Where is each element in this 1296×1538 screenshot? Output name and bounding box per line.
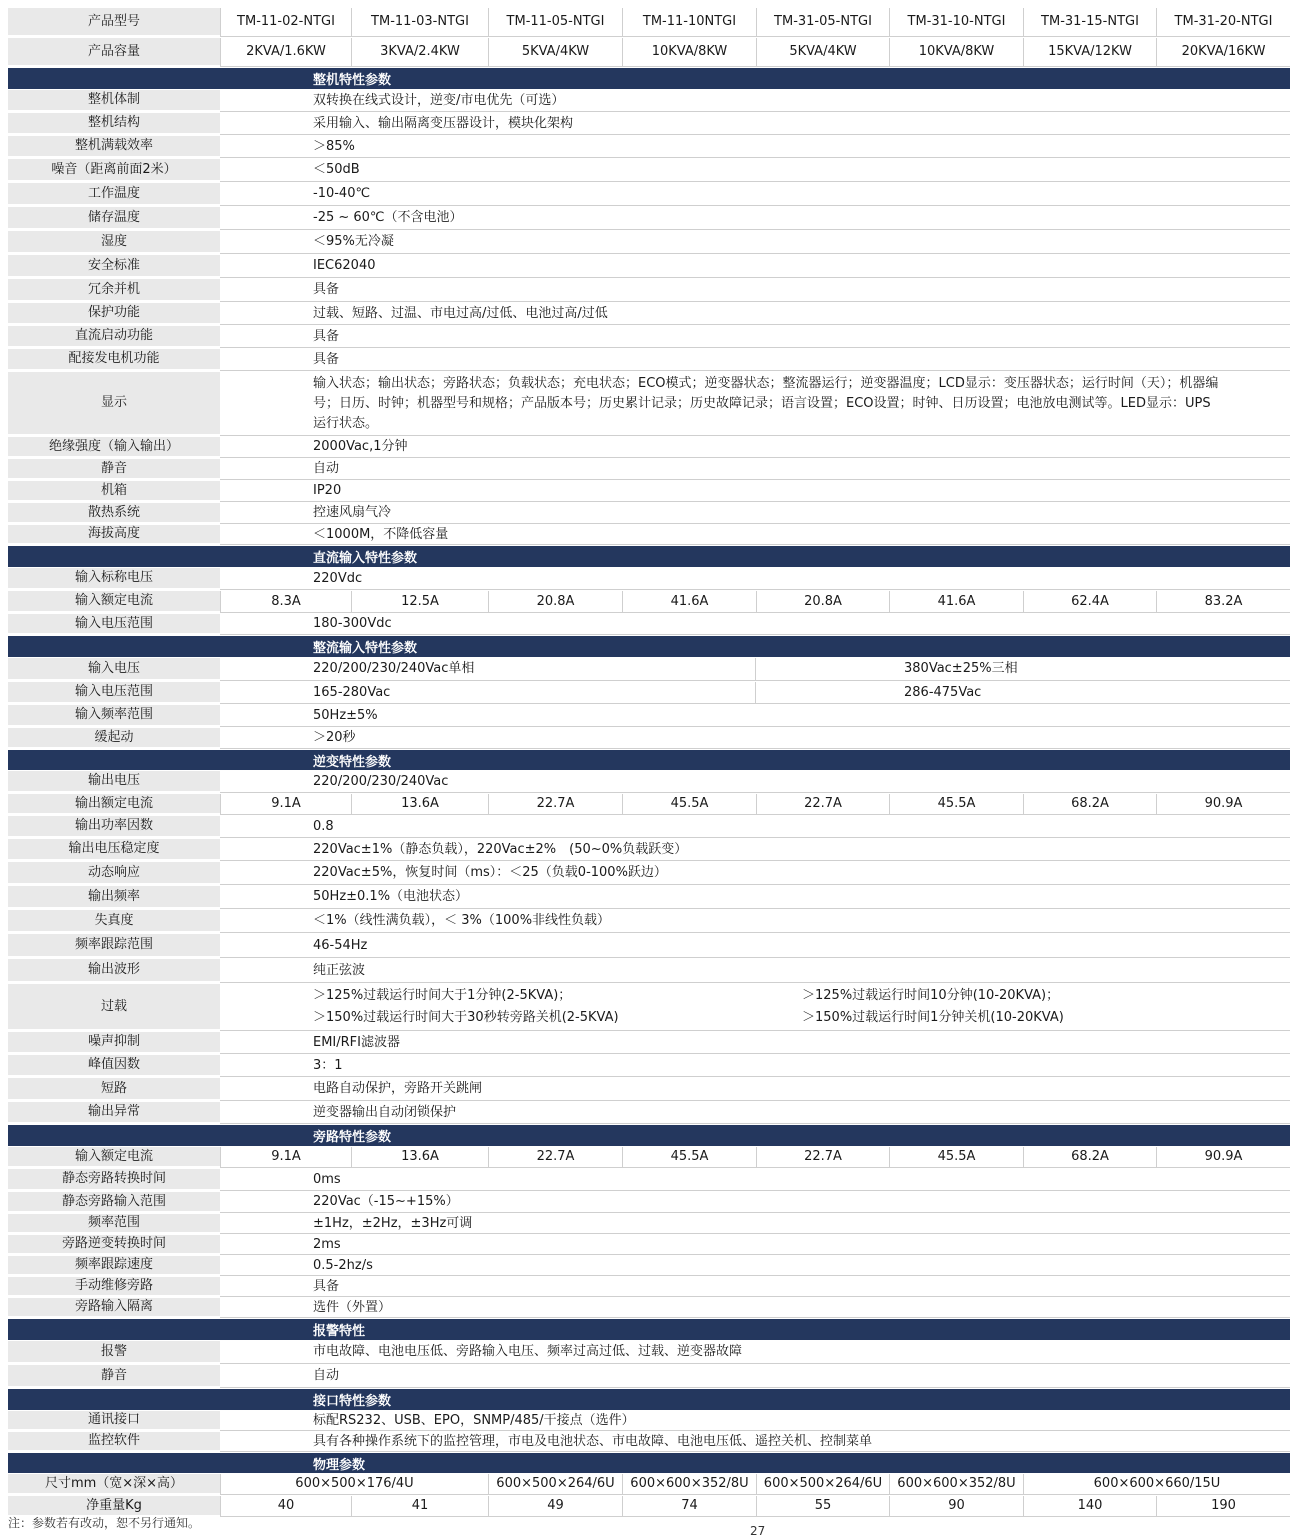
spec-row [8,728,1290,749]
row-value: 具有各种操作系统下的监控管理，市电及电池状态、市电故障、电池电压低、遥控关机、控制菜单 [220,1432,1290,1452]
model-cell: TM-11-02-NTGI [220,8,351,37]
spec-row [8,1032,1290,1054]
row-value: 68.2A [1023,794,1156,815]
spec-row [8,1078,1290,1101]
row-value: 22.7A [488,794,622,815]
row-value: ＞85% [220,136,1290,158]
row-label: 散热系统 [8,503,220,524]
spec-row [8,705,1290,727]
row-value: 140 [1023,1496,1156,1517]
row-label: 报警 [8,1341,220,1364]
section-header [8,1125,1290,1146]
spec-row [8,481,1290,502]
row-value: 600×500×264/6U [756,1474,889,1495]
spec-row [8,231,1290,254]
row-value: 0.8 [220,816,1290,838]
spec-row [8,437,1290,458]
spec-row [8,839,1290,861]
section-title: 逆变特性参数 [313,754,392,770]
row-value: 220Vac（-15~+15%） [220,1192,1290,1213]
row-label: 输出频率 [8,886,220,909]
row-value: 输入状态；输出状态；旁路状态；负载状态；充电状态；ECO模式；逆变器状态；整流器运行；逆变器温度；LCD显示：变压器状态；运行时间（天）；机器编号；日历、时钟；机器型号和规格；产品版本号；历史累计记录；历史故障记录；语言设置；ECO设置；时钟、日历设置；电池放电测试等。LED显示：UPS运行状态。 [220,372,1290,436]
row-label: 配接发电机功能 [8,349,220,371]
row-label: 整机结构 [8,113,220,135]
spec-row [8,568,1290,590]
spec-row [8,1169,1290,1191]
capacity-cell: 10KVA/8KW [622,38,756,67]
spec-row [8,303,1290,325]
row-value-left [220,984,710,1031]
row-label: 频率跟踪速度 [8,1256,220,1276]
row-label: 输入电压 [8,658,220,681]
row-value: 90.9A [1156,794,1290,815]
row-value: 165-280Vac [220,682,755,704]
row-label: 海拔高度 [8,525,220,545]
row-label: 旁路输入隔离 [8,1298,220,1318]
section-header [8,1453,1290,1473]
row-value: 600×600×352/8U [622,1474,756,1495]
row-value: 74 [622,1496,756,1517]
row-value: 600×500×176/4U [220,1474,488,1495]
row-value: 41.6A [622,591,756,613]
spec-row [8,1365,1290,1388]
section-title: 整流输入特性参数 [313,641,418,656]
row-label: 输入标称电压 [8,568,220,590]
row-value: ＜1000M，不降低容量 [220,525,1290,545]
row-label: 手动维修旁路 [8,1277,220,1297]
row-value: 8.3A [220,591,351,613]
overload-line: ＞150%过载运行时间大于30秒转旁路关机(2-5KVA) [313,1010,619,1025]
row-label: 湿度 [8,231,220,254]
row-label: 静音 [8,459,220,480]
row-value: 45.5A [889,1147,1023,1168]
row-label: 整机满载效率 [8,136,220,158]
capacity-row [8,38,1290,67]
spec-row [8,1298,1290,1318]
row-label: 频率范围 [8,1214,220,1234]
capacity-cell: 2KVA/1.6KW [220,38,351,67]
spec-row [8,503,1290,524]
row-label: 旁路逆变转换时间 [8,1235,220,1255]
spec-row [8,1102,1290,1124]
row-value: 标配RS232、USB、EPO，SNMP/485/干接点（选件） [220,1411,1290,1431]
row-value: 41.6A [889,591,1023,613]
spec-row [8,1235,1290,1255]
spec-row [8,959,1290,983]
row-value: 9.1A [220,794,351,815]
row-label: 输入频率范围 [8,705,220,727]
row-value: 220/200/230/240Vac单相 [220,658,755,681]
model-row [8,8,1290,37]
spec-row [8,614,1290,635]
model-cell: TM-11-03-NTGI [351,8,488,37]
row-value: 40 [220,1496,351,1517]
spec-row [8,525,1290,545]
row-value: 2000Vac,1分钟 [220,437,1290,458]
row-value: 220/200/230/240Vac [220,771,1290,793]
footnote: 注：参数若有改动，恕不另行通知。 [8,1516,201,1530]
row-label: 峰值因数 [8,1055,220,1077]
row-value: 12.5A [351,591,488,613]
row-label: 输入电压范围 [8,614,220,635]
row-value: 13.6A [351,794,488,815]
spec-row [8,771,1290,793]
row-value: 380Vac±25%三相 [755,658,1290,681]
spec-row [8,255,1290,278]
spec-row [8,886,1290,909]
model-cell: TM-31-10-NTGI [889,8,1023,37]
section-header [8,546,1290,567]
row-value: 190 [1156,1496,1290,1517]
section-header [8,1389,1290,1410]
spec-row [8,1496,1290,1517]
row-value: 90.9A [1156,1147,1290,1168]
section-title: 直流输入特性参数 [313,551,418,566]
row-value: 纯正弦波 [220,959,1290,983]
spec-row [8,90,1290,112]
spec-row [8,658,1290,681]
spec-row [8,159,1290,182]
spec-row [8,1214,1290,1234]
spec-row-overload [8,984,1290,1031]
row-value: 68.2A [1023,1147,1156,1168]
row-value: 具备 [220,279,1290,302]
row-value-right [710,984,1290,1031]
spec-row [8,910,1290,933]
row-value: 0.5-2hz/s [220,1256,1290,1276]
spec-row [8,1147,1290,1168]
overload-line: ＞125%过载运行时间10分钟(10-20KVA)； [802,988,1060,1003]
spec-row [8,349,1290,371]
row-label: 短路 [8,1078,220,1101]
row-value: -10-40℃ [220,183,1290,206]
row-label: 噪声抑制 [8,1032,220,1054]
row-value: 220Vac±5%，恢复时间（ms）：＜25（负载0-100%跃边） [220,862,1290,885]
capacity-cell: 15KVA/12KW [1023,38,1156,67]
row-label: 通讯接口 [8,1411,220,1431]
row-label: 储存温度 [8,207,220,230]
row-label: 噪音（距离前面2米） [8,159,220,182]
row-value: ＜50dB [220,159,1290,182]
capacity-cell: 3KVA/2.4KW [351,38,488,67]
row-label: 静态旁路转换时间 [8,1169,220,1191]
row-value: 13.6A [351,1147,488,1168]
row-value: 45.5A [889,794,1023,815]
row-value: IEC62040 [220,255,1290,278]
row-label: 机箱 [8,481,220,502]
row-value: 选件（外置） [220,1298,1290,1318]
section-title: 整机特性参数 [313,73,392,88]
model-cell: TM-11-10NTGI [622,8,756,37]
row-label: 频率跟踪范围 [8,934,220,958]
section-header [8,750,1290,770]
row-label: 输入额定电流 [8,591,220,613]
capacity-cell: 5KVA/4KW [488,38,622,67]
section-header [8,636,1290,657]
row-value: 自动 [220,1365,1290,1388]
row-label: 产品型号 [8,8,220,37]
row-value: 55 [756,1496,889,1517]
section-title: 旁路特性参数 [313,1130,392,1145]
row-value: 83.2A [1156,591,1290,613]
row-value: 49 [488,1496,622,1517]
row-label: 输出电压稳定度 [8,839,220,861]
section-title: 接口特性参数 [313,1394,392,1409]
page-number: 27 [750,1524,766,1538]
row-label: 显示 [8,372,220,436]
spec-row [8,591,1290,613]
capacity-cell: 10KVA/8KW [889,38,1023,67]
row-value: 具备 [220,349,1290,371]
row-value: 22.7A [756,794,889,815]
spec-row [8,1277,1290,1297]
section-title: 报警特性 [313,1324,366,1339]
overload-line: ＞125%过载运行时间大于1分钟(2-5KVA)； [313,988,572,1003]
spec-row [8,1256,1290,1276]
row-value: 62.4A [1023,591,1156,613]
row-value: 90 [889,1496,1023,1517]
spec-row [8,207,1290,230]
spec-row [8,459,1290,480]
spec-row [8,1341,1290,1364]
row-label: 输出额定电流 [8,794,220,815]
row-label: 净重量Kg [8,1496,220,1517]
model-cell: TM-31-05-NTGI [756,8,889,37]
overload-line: ＞150%过载运行时间1分钟关机(10-20KVA) [802,1010,1064,1025]
row-label: 工作温度 [8,183,220,206]
row-value: 9.1A [220,1147,351,1168]
row-label: 保护功能 [8,303,220,325]
spec-row [8,1055,1290,1077]
model-cell: TM-11-05-NTGI [488,8,622,37]
section-title: 物理参数 [313,1457,366,1473]
row-value: 220Vdc [220,568,1290,590]
row-value: 600×500×264/6U [488,1474,622,1495]
row-value: 50Hz±5% [220,705,1290,727]
row-label: 过载 [8,984,220,1031]
row-value: ＞20秒 [220,728,1290,749]
model-cell: TM-31-15-NTGI [1023,8,1156,37]
model-cell: TM-31-20-NTGI [1156,8,1290,37]
spec-row-display [8,372,1290,436]
row-value: 具备 [220,1277,1290,1297]
capacity-cell: 5KVA/4KW [756,38,889,67]
row-label: 输入额定电流 [8,1147,220,1168]
row-value: 45.5A [622,794,756,815]
spec-row [8,113,1290,135]
row-value: 22.7A [756,1147,889,1168]
section-header [8,1319,1290,1340]
row-value: 46-54Hz [220,934,1290,958]
row-value: 286-475Vac [755,682,1290,704]
row-value: -25 ~ 60℃（不含电池） [220,207,1290,230]
row-value: 2ms [220,1235,1290,1255]
row-value: IP20 [220,481,1290,502]
row-label: 输出电压 [8,771,220,793]
row-value: 双转换在线式设计，逆变/市电优先（可选） [220,90,1290,112]
row-value: 电路自动保护，旁路开关跳闸 [220,1078,1290,1101]
row-value: 50Hz±0.1%（电池状态） [220,886,1290,909]
row-value: 过载、短路、过温、市电过高/过低、电池过高/过低 [220,303,1290,325]
row-value: ＜95%无冷凝 [220,231,1290,254]
row-value: 控速风扇气冷 [220,503,1290,524]
spec-row [8,934,1290,958]
row-value: 自动 [220,459,1290,480]
row-value: ±1Hz，±2Hz，±3Hz可调 [220,1214,1290,1234]
row-value: 采用输入、输出隔离变压器设计，模块化架构 [220,113,1290,135]
row-label: 监控软件 [8,1432,220,1452]
row-value: 20.8A [488,591,622,613]
row-value: 600×600×352/8U [889,1474,1023,1495]
row-value: 41 [351,1496,488,1517]
row-label: 整机体制 [8,90,220,112]
row-label: 输出波形 [8,959,220,983]
section-header [8,68,1290,89]
spec-row [8,862,1290,885]
row-label: 静态旁路输入范围 [8,1192,220,1213]
spec-row [8,816,1290,838]
row-label: 尺寸mm（宽×深×高） [8,1474,220,1495]
spec-row [8,1411,1290,1431]
row-value: 22.7A [488,1147,622,1168]
row-label: 输出功率因数 [8,816,220,838]
row-label: 失真度 [8,910,220,933]
row-value: 3：1 [220,1055,1290,1077]
row-value: 600×600×660/15U [1023,1474,1290,1495]
spec-row [8,326,1290,348]
spec-row [8,136,1290,158]
capacity-cell: 20KVA/16KW [1156,38,1290,67]
row-value: 220Vac±1%（静态负载），220Vac±2% (50~0%负载跃变） [220,839,1290,861]
row-label: 输出异常 [8,1102,220,1124]
row-value: 逆变器输出自动闭锁保护 [220,1102,1290,1124]
row-label: 产品容量 [8,38,220,67]
row-label: 输入电压范围 [8,682,220,704]
spec-row [8,183,1290,206]
row-value: 45.5A [622,1147,756,1168]
row-label: 直流启动功能 [8,326,220,348]
spec-row [8,1474,1290,1495]
row-label: 静音 [8,1365,220,1388]
spec-row [8,682,1290,704]
row-label: 冗余并机 [8,279,220,302]
spec-row [8,1192,1290,1213]
row-value: 20.8A [756,591,889,613]
row-label: 动态响应 [8,862,220,885]
row-value: 具备 [220,326,1290,348]
row-label: 缓起动 [8,728,220,749]
spec-row [8,279,1290,302]
row-value: ＜1%（线性满负载），＜ 3%（100%非线性负载） [220,910,1290,933]
spec-row [8,794,1290,815]
row-label: 绝缘强度（输入输出） [8,437,220,458]
row-value: 0ms [220,1169,1290,1191]
row-label: 安全标准 [8,255,220,278]
row-value: EMI/RFI滤波器 [220,1032,1290,1054]
row-value: 180-300Vdc [220,614,1290,635]
row-value: 市电故障、电池电压低、旁路输入电压、频率过高过低、过载、逆变器故障 [220,1341,1290,1364]
spec-row [8,1432,1290,1452]
